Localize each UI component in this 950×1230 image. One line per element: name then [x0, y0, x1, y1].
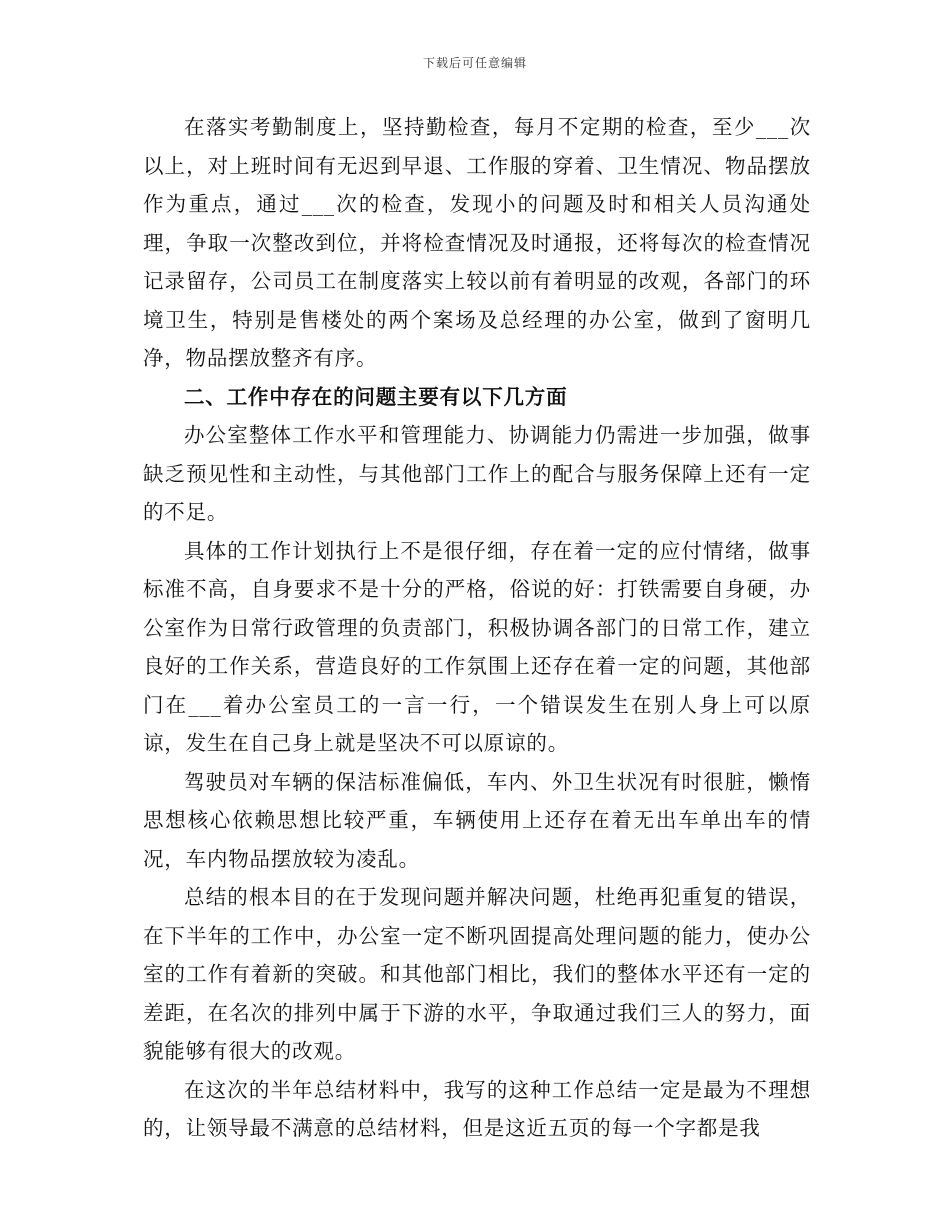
paragraph-work-plan-execution: 具体的工作计划执行上不是很仔细，存在着一定的应付情绪，做事标准不高，自身要求不是十分的严格，俗说的好：打铁需要自身硬，办公室作为日常行政管理的负责部门，积极协调各部门的日常工作，建立良好的工作关系，营造良好的工作氛围上还存在着一定的问题，其他部门在___着办公室员工的一言一行，一个错误发生在别人身上可以原谅，发生在自己身上就是坚决不可以原谅的。 — [143, 538, 811, 755]
document-body — [143, 108, 811, 1148]
paragraph-office-capability: 办公室整体工作水平和管理能力、协调能力仍需进一步加强，做事缺乏预见性和主动性，与其他部门工作上的配合与服务保障上还有一定的不足。 — [143, 423, 811, 524]
page-header: 下载后可任意编辑 — [422, 56, 527, 70]
paragraph-driver-vehicle: 驾驶员对车辆的保洁标准偏低，车内、外卫生状况有时很脏，懒惰思想核心依赖思想比较严重，车辆使用上还存在着无出车单出车的情况，车内物品摆放较为凌乱。 — [143, 769, 811, 871]
paragraph-summary-material: 在这次的半年总结材料中，我写的这种工作总结一定是最为不理想的，让领导最不满意的总结材料，但是这近五页的每一个字都是我 — [143, 1077, 811, 1140]
paragraph-attendance-check: 在落实考勤制度上，坚持勤检查，每月不定期的检查，至少___次以上，对上班时间有无迟到早退、工作服的穿着、卫生情况、物品摆放作为重点，通过___次的检查，发现小的问题及时和相关人员沟通处理，争取一次整改到位，并将检查情况及时通报，还将每次的检查情况记录留存，公司员工在制度落实上较以前有着明显的改观，各部门的环境卫生，特别是售楼处的两个案场及总经理的办公室，做到了窗明几净，物品摆放整齐有序。 — [143, 115, 811, 370]
section-heading-problems: 二、工作中存在的问题主要有以下几方面 — [184, 384, 568, 409]
paragraph-summary-purpose: 总结的根本目的在于发现问题并解决问题，杜绝再犯重复的错误，在下半年的工作中，办公室一定不断巩固提高处理问题的能力，使办公室的工作有着新的突破。和其他部门相比，我们的整体水平还有一定的差距，在名次的排列中属于下游的水平，争取通过我们三人的努力，面貌能够有很大的改观。 — [143, 885, 811, 1063]
